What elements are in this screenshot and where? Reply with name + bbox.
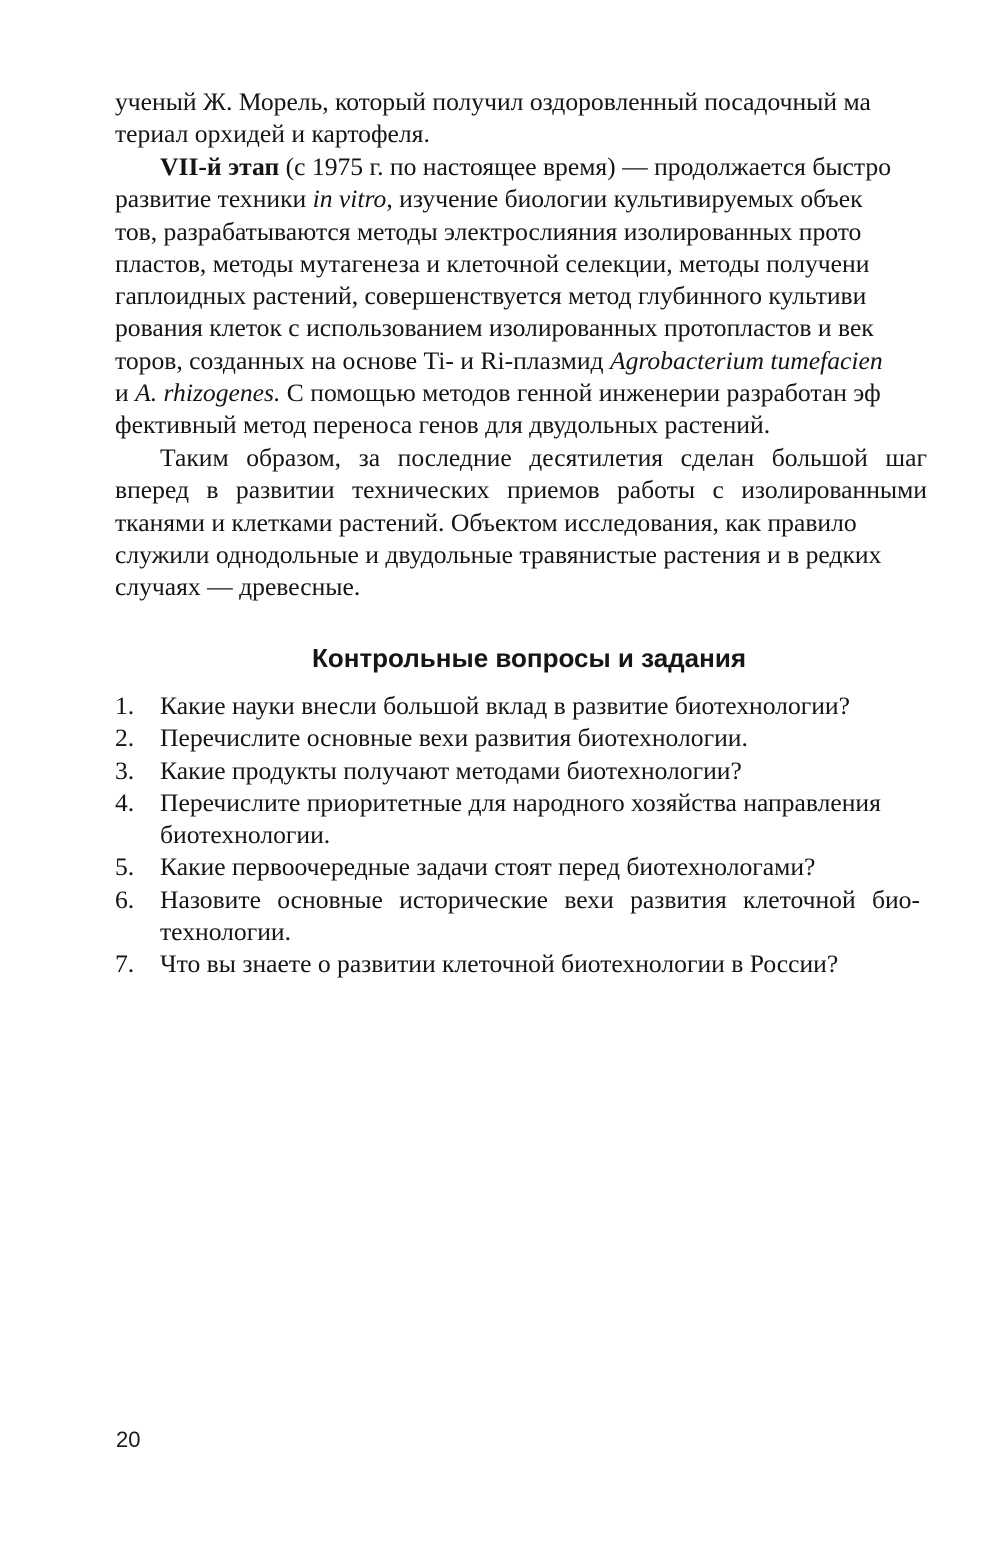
text-run: (с 1975 г. по настоящее время) — продолжается быстро <box>279 152 891 181</box>
italic-term: Agrobacterium tumefacien <box>609 345 883 375</box>
italic-term: A. rhizogenes. <box>135 378 281 408</box>
list-item <box>115 851 1000 883</box>
text-line <box>115 377 1000 409</box>
list-item <box>115 884 1000 949</box>
list-item <box>115 948 1000 980</box>
text-line: гаплоидных растений, совершенствуется метод глубинного культиви <box>115 281 867 311</box>
paragraph-stage-seven <box>115 151 1000 442</box>
text-run: развитие техники <box>115 184 313 214</box>
stage-label: VII-й этап <box>160 152 280 181</box>
text-line: ученый Ж. Морель, который получил оздоровленный посадочный ма <box>115 87 871 116</box>
question-text-continued: биотехнологии. <box>160 820 331 850</box>
text-line: тов, разрабатываются методы электрослияния изолированных прото <box>115 216 862 246</box>
text-line <box>115 183 1000 215</box>
question-text: Перечислите основные вехи развития биотехнологии. <box>160 723 748 753</box>
question-number: 5. <box>115 852 135 882</box>
text-line: Таким образом, за последние десятилетия сделан большой шаг <box>160 443 927 472</box>
italic-term: in vitro <box>312 184 387 214</box>
question-text-continued: технологии. <box>160 917 292 947</box>
text-run: торов, созданных на основе Ti- и Ri-плазмид <box>115 345 610 375</box>
question-number: 3. <box>115 755 135 785</box>
text-line <box>115 151 1000 183</box>
text-line: пластов, методы мутагенеза и клеточной селекции, методы получени <box>115 248 870 278</box>
paragraph-morel <box>115 86 1000 151</box>
question-text: Какие науки внесли большой вклад в развитие биотехнологии? <box>160 691 850 720</box>
question-number: 6. <box>115 884 135 914</box>
list-item <box>115 755 1000 787</box>
list-item <box>115 722 1000 754</box>
questions-list <box>115 690 1000 981</box>
question-number: 4. <box>115 787 135 817</box>
text-run: С помощью методов генной инженерии разработан эф <box>280 378 881 408</box>
text-line: служили однодольные и двудольные травянистые растения и в редких <box>115 539 882 569</box>
list-item <box>115 690 1000 722</box>
paragraph-summary <box>115 442 1000 603</box>
text-line: рования клеток с использованием изолированных протопластов и век <box>115 313 874 343</box>
text-line: тканями и клетками растений. Объектом исследования, как правило <box>115 507 857 537</box>
text-run: , изучение биологии культивируемых объек <box>386 184 863 214</box>
text-line: вперед в развитии технических приемов работы с изолированными <box>115 475 927 505</box>
question-text: Какие первоочередные задачи стоят перед биотехнологами? <box>160 852 816 882</box>
question-number: 7. <box>115 949 135 979</box>
text-line: фективный метод переноса генов для двудольных растений. <box>115 410 771 440</box>
list-item <box>115 787 1000 852</box>
question-text: Что вы знаете о развитии клеточной биотехнологии в России? <box>160 949 839 979</box>
text-line: териал орхидей и картофеля. <box>115 119 430 149</box>
section-heading: Контрольные вопросы и задания <box>311 643 746 673</box>
text-run: и <box>115 378 136 408</box>
question-text: Перечислите приоритетные для народного хозяйства направления <box>160 787 881 817</box>
page-number: 20 <box>116 1427 141 1452</box>
text-line: случаях — древесные. <box>115 572 361 602</box>
text-line <box>115 345 1000 377</box>
question-number: 1. <box>115 691 135 720</box>
question-text: Назовите основные исторические вехи развития клеточной био- <box>160 884 920 914</box>
question-text: Какие продукты получают методами биотехнологии? <box>160 755 742 785</box>
question-number: 2. <box>115 723 135 753</box>
